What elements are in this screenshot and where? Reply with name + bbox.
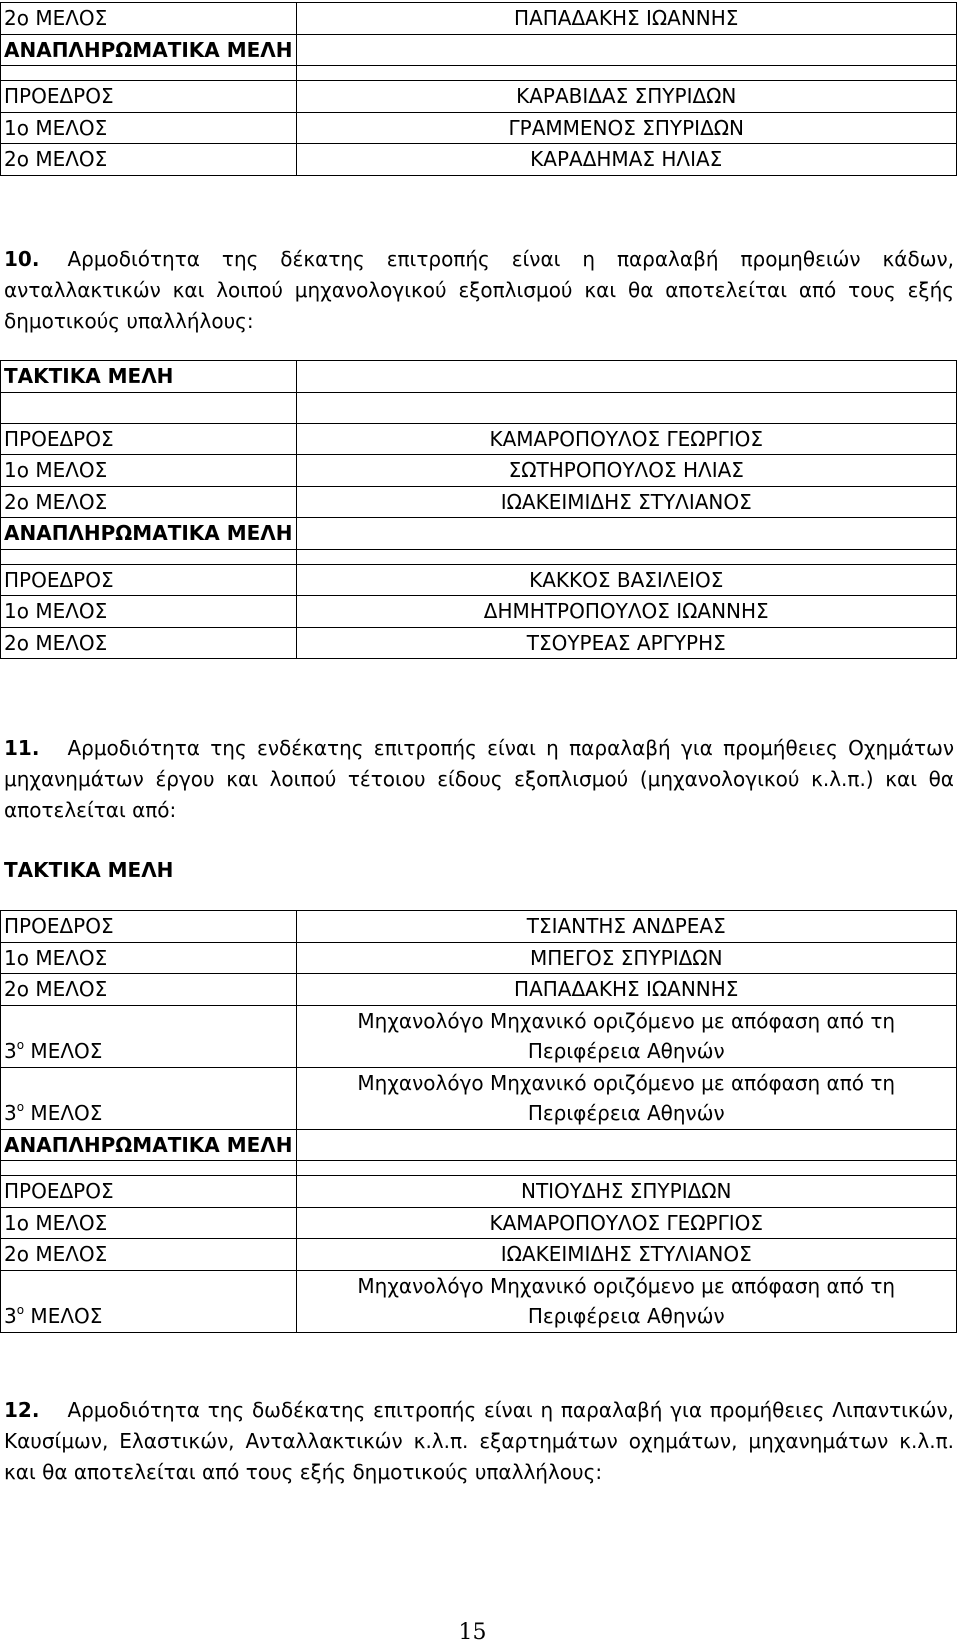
role-cell: 1ο ΜΕΛΟΣ <box>1 596 297 628</box>
table-row <box>1 942 957 974</box>
name-cell: ΚΑΡΑΔΗΜΑΣ ΗΛΙΑΣ <box>296 144 957 176</box>
name-cell: ΤΣΙΑΝΤΗΣ ΑΝΔΡΕΑΣ <box>296 911 957 943</box>
role-label: ΜΕΛΟΣ <box>24 1304 103 1328</box>
section-text: Αρμοδιότητα της δέκατης επιτροπής είναι η παραλαβή προμηθειών κάδων, ανταλλακτικών και λοιπού μηχανολογικού εξοπλισμού και θα αποτελείται από τους εξής δημοτικούς υπαλλήλους: <box>4 247 954 333</box>
table-row <box>1 81 957 113</box>
table-row <box>1 1239 957 1271</box>
section-number: 12. <box>4 1398 40 1422</box>
name-cell: ΣΩΤΗΡΟΠΟΥΛΟΣ ΗΛΙΑΣ <box>296 455 957 487</box>
section-heading-regular: ΤΑΚΤΙΚΑ ΜΕΛΗ <box>4 858 174 882</box>
role-cell: 1ο ΜΕΛΟΣ <box>1 942 297 974</box>
name-cell <box>296 361 957 393</box>
table-row <box>1 1005 957 1067</box>
role-number: 3 <box>4 1101 17 1125</box>
roster-table-section-10 <box>0 360 957 659</box>
roster-table-section-11 <box>0 910 957 1333</box>
role-number: 3 <box>4 1039 17 1063</box>
role-cell: ΠΡΟΕΔΡΟΣ <box>1 564 297 596</box>
spacer-cell <box>296 549 957 564</box>
role-label: ΜΕΛΟΣ <box>24 1101 103 1125</box>
section-11-paragraph <box>4 733 954 826</box>
role-cell: ΠΡΟΕΔΡΟΣ <box>1 911 297 943</box>
section-heading-regular: ΤΑΚΤΙΚΑ ΜΕΛΗ <box>1 361 297 393</box>
spacer-cell <box>1 1161 297 1176</box>
section-heading-alternates: ΑΝΑΠΛΗΡΩΜΑΤΙΚΑ ΜΕΛΗ <box>1 1129 297 1161</box>
role-cell: 2ο ΜΕΛΟΣ <box>1 144 297 176</box>
name-cell: ΤΣΟΥΡΕΑΣ ΑΡΓΥΡΗΣ <box>296 627 957 659</box>
role-cell <box>1 1270 297 1332</box>
page-number: 15 <box>458 1620 487 1645</box>
table-row <box>1 564 957 596</box>
section-number: 11. <box>4 736 40 760</box>
role-cell: ΠΡΟΕΔΡΟΣ <box>1 423 297 455</box>
role-cell: 2ο ΜΕΛΟΣ <box>1 627 297 659</box>
name-cell: ΓΡΑΜΜΕΝΟΣ ΣΠΥΡΙΔΩΝ <box>296 112 957 144</box>
section-text: Αρμοδιότητα της δωδέκατης επιτροπής είναι η παραλαβή για προμήθειες Λιπαντικών, Καυσίμων, Ελαστικών, Ανταλλακτικών κ.λ.π. εξαρτημάτων οχημάτων, μηχανημάτων κ.λ.π. και θα αποτελείται από τους εξής δημοτικούς υπαλλήλους: <box>4 1398 954 1484</box>
name-cell: ΜΠΕΓΟΣ ΣΠΥΡΙΔΩΝ <box>296 942 957 974</box>
table-row <box>1 1129 957 1161</box>
table-row <box>1 1207 957 1239</box>
role-label: ΜΕΛΟΣ <box>24 1039 103 1063</box>
section-12-paragraph <box>4 1395 954 1488</box>
name-cell: ΠΑΠΑΔΑΚΗΣ ΙΩΑΝΝΗΣ <box>296 3 957 35</box>
table-row <box>1 423 957 455</box>
role-cell <box>1 1067 297 1129</box>
table-row <box>1 1176 957 1208</box>
role-cell <box>1 1005 297 1067</box>
name-cell: Μηχανολόγο Μηχανικό οριζόμενο με απόφαση από τη Περιφέρεια Αθηνών <box>296 1067 957 1129</box>
section-10-paragraph <box>4 244 954 337</box>
role-cell: 1ο ΜΕΛΟΣ <box>1 1207 297 1239</box>
section-text: Αρμοδιότητα της ενδέκατης επιτροπής είναι η παραλαβή για προμήθειες Οχημάτων μηχανημάτων έργου και λοιπού τέτοιου είδους εξοπλισμού (μηχανολογικού κ.λ.π.) και θα αποτελείται από: <box>4 736 954 822</box>
table-row <box>1 1067 957 1129</box>
name-cell: ΚΑΚΚΟΣ ΒΑΣΙΛΕΙΟΣ <box>296 564 957 596</box>
name-cell: ΚΑΜΑΡΟΠΟΥΛΟΣ ΓΕΩΡΓΙΟΣ <box>296 1207 957 1239</box>
table-row <box>1 518 957 550</box>
name-cell: ΝΤΙΟΥΔΗΣ ΣΠΥΡΙΔΩΝ <box>296 1176 957 1208</box>
table-row <box>1 66 957 81</box>
name-cell <box>296 34 957 66</box>
name-cell: ΠΑΠΑΔΑΚΗΣ ΙΩΑΝΝΗΣ <box>296 974 957 1006</box>
table-row <box>1 596 957 628</box>
name-cell: Μηχανολόγο Μηχανικό οριζόμενο με απόφαση από τη Περιφέρεια Αθηνών <box>296 1270 957 1332</box>
role-ordinal: ο <box>16 1100 25 1114</box>
name-cell: ΚΑΜΑΡΟΠΟΥΛΟΣ ΓΕΩΡΓΙΟΣ <box>296 423 957 455</box>
role-cell: 2ο ΜΕΛΟΣ <box>1 1239 297 1271</box>
table-row <box>1 392 957 423</box>
table-row <box>1 144 957 176</box>
spacer-cell <box>296 1161 957 1176</box>
name-cell <box>296 1129 957 1161</box>
table-row <box>1 361 957 393</box>
table-row <box>1 486 957 518</box>
name-cell: Μηχανολόγο Μηχανικό οριζόμενο με απόφαση από τη Περιφέρεια Αθηνών <box>296 1005 957 1067</box>
table-row <box>1 974 957 1006</box>
table-row <box>1 549 957 564</box>
table-row <box>1 3 957 35</box>
role-cell: ΠΡΟΕΔΡΟΣ <box>1 81 297 113</box>
table-row <box>1 1270 957 1332</box>
name-cell: ΙΩΑΚΕΙΜΙΔΗΣ ΣΤΥΛΙΑΝΟΣ <box>296 486 957 518</box>
role-ordinal: ο <box>16 1038 25 1052</box>
role-cell: 1ο ΜΕΛΟΣ <box>1 455 297 487</box>
spacer-cell <box>296 392 957 423</box>
table-row <box>1 455 957 487</box>
role-cell: 1ο ΜΕΛΟΣ <box>1 112 297 144</box>
role-number: 3 <box>4 1304 17 1328</box>
name-cell: ΙΩΑΚΕΙΜΙΔΗΣ ΣΤΥΛΙΑΝΟΣ <box>296 1239 957 1271</box>
role-ordinal: ο <box>16 1303 25 1317</box>
spacer-cell <box>296 66 957 81</box>
role-cell: 2ο ΜΕΛΟΣ <box>1 3 297 35</box>
name-cell <box>296 518 957 550</box>
table-row <box>1 34 957 66</box>
role-cell: 2ο ΜΕΛΟΣ <box>1 486 297 518</box>
role-cell: 2ο ΜΕΛΟΣ <box>1 974 297 1006</box>
name-cell: ΔΗΜΗΤΡΟΠΟΥΛΟΣ ΙΩΑΝΝΗΣ <box>296 596 957 628</box>
roster-table-top <box>0 2 957 176</box>
spacer-cell <box>1 392 297 423</box>
table-row <box>1 911 957 943</box>
table-row <box>1 1161 957 1176</box>
section-number: 10. <box>4 247 40 271</box>
spacer-cell <box>1 66 297 81</box>
table-row <box>1 627 957 659</box>
table-row <box>1 112 957 144</box>
role-cell: ΠΡΟΕΔΡΟΣ <box>1 1176 297 1208</box>
name-cell: ΚΑΡΑΒΙΔΑΣ ΣΠΥΡΙΔΩΝ <box>296 81 957 113</box>
section-heading-alternates: ΑΝΑΠΛΗΡΩΜΑΤΙΚΑ ΜΕΛΗ <box>1 518 297 550</box>
spacer-cell <box>1 549 297 564</box>
section-heading-alternates: ΑΝΑΠΛΗΡΩΜΑΤΙΚΑ ΜΕΛΗ <box>1 34 297 66</box>
